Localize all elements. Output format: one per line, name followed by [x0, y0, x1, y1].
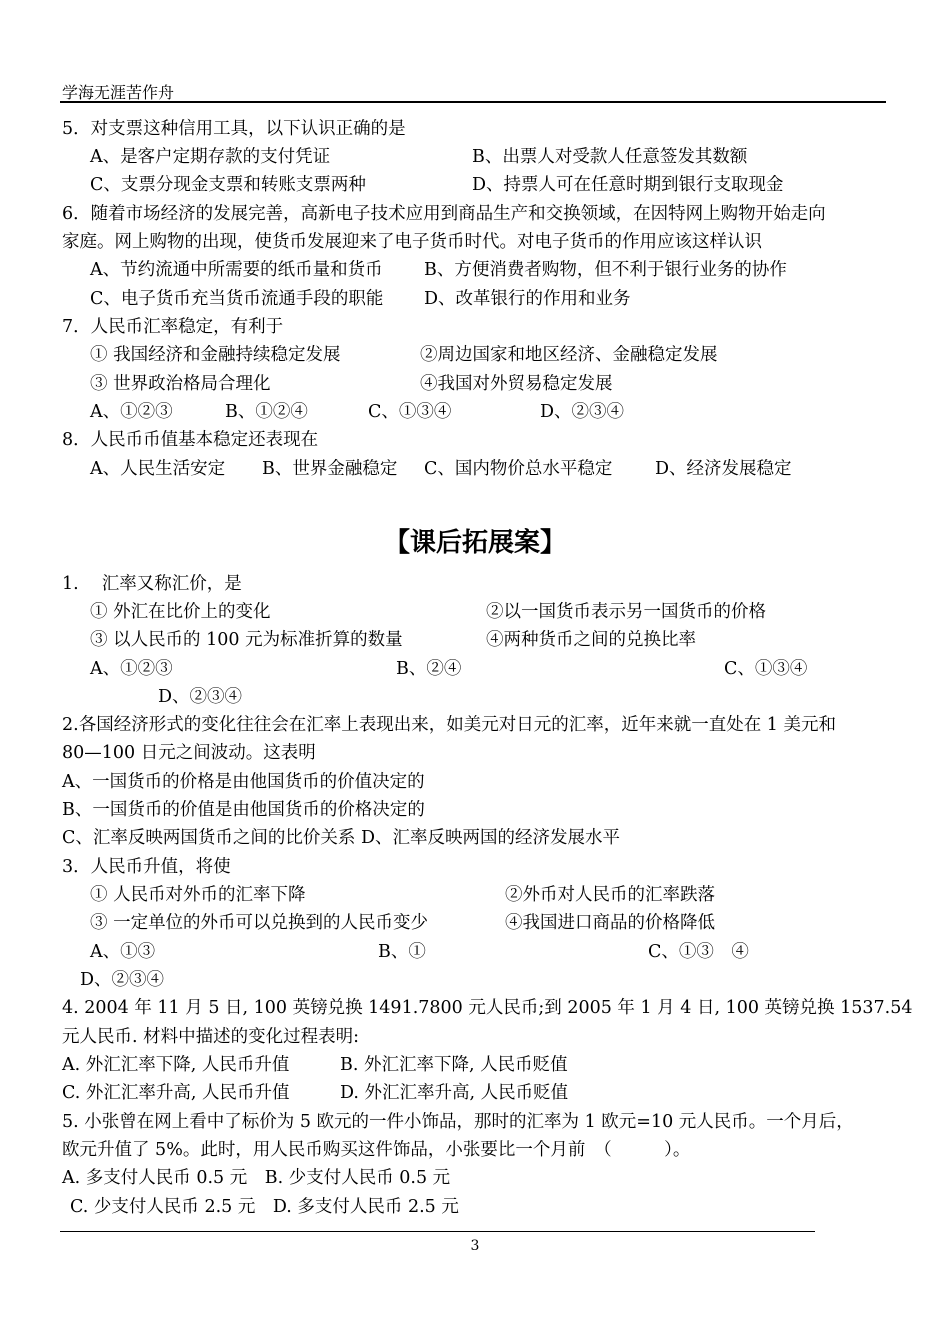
question-6-option-a: A、节约流通中所需要的纸币量和货币	[90, 260, 383, 280]
ext-question-3-option-a: A、①③	[90, 942, 156, 962]
ext-question-3-stem: 3．人民币升值，将使	[62, 857, 231, 877]
question-6-option-c: C、电子货币充当货币流通手段的职能	[90, 289, 384, 309]
ext-question-1-statement-1: ① 外汇在比价上的变化	[90, 602, 271, 622]
ext-question-1-statement-4: ④两种货币之间的兑换比率	[486, 630, 696, 650]
ext-question-1-statement-2: ②以一国货币表示另一国货币的价格	[486, 602, 766, 622]
ext-question-1-option-a: A、①②③	[90, 659, 173, 679]
ext-question-3-statement-3: ③ 一定单位的外币可以兑换到的人民币变少	[90, 913, 429, 933]
question-6-option-d: D、改革银行的作用和业务	[424, 289, 631, 309]
ext-question-3-option-d: D、②③④	[80, 970, 165, 990]
question-5-option-b: B、出票人对受款人任意签发其数额	[472, 147, 748, 167]
footer-rule	[60, 1231, 815, 1232]
ext-question-1-option-c: C、①③④	[724, 659, 808, 679]
ext-question-4-stem-line1: 4. 2004 年 11 月 5 日, 100 英镑兑换 1491.7800 元人民币;到 2005 年 1 月 4 日, 100 英镑兑换 1537.54	[62, 998, 913, 1018]
question-5-option-d: D、持票人可在任意时期到银行支取现金	[472, 175, 784, 195]
ext-question-4-stem-line2: 元人民币. 材料中描述的变化过程表明:	[62, 1027, 360, 1047]
question-8-option-c: C、国内物价总水平稳定	[424, 459, 613, 479]
section-title: 【课后拓展案】	[383, 528, 566, 558]
ext-question-4-option-a: A. 外汇汇率下降, 人民币升值	[62, 1055, 290, 1075]
ext-question-3-option-c: C、①③ ④	[648, 942, 749, 962]
header-motto: 学海无涯苦作舟	[62, 83, 175, 102]
question-5-option-c: C、支票分现金支票和转账支票两种	[90, 175, 366, 195]
page-number: 3	[470, 1238, 480, 1254]
ext-question-3-statement-4: ④我国进口商品的价格降低	[505, 913, 715, 933]
ext-question-3-statement-2: ②外币对人民币的汇率跌落	[505, 885, 715, 905]
ext-question-2-option-cd: C、汇率反映两国货币之间的比价关系 D、汇率反映两国的经济发展水平	[62, 828, 620, 848]
ext-question-2-stem-line2: 80—100 日元之间波动。这表明	[62, 743, 316, 763]
ext-question-5-option-ab: A. 多支付人民币 0.5 元 B. 少支付人民币 0.5 元	[62, 1168, 451, 1188]
ext-question-1-option-b: B、②④	[396, 659, 462, 679]
question-7-option-d: D、②③④	[540, 402, 625, 422]
ext-question-4-option-d: D. 外汇汇率升高, 人民币贬值	[340, 1083, 569, 1103]
question-8-stem: 8．人民币币值基本稳定还表现在	[62, 430, 319, 450]
ext-question-1-statement-3: ③ 以人民币的 100 元为标准折算的数量	[90, 630, 403, 650]
ext-question-3-statement-1: ① 人民币对外币的汇率下降	[90, 885, 306, 905]
ext-question-4-option-b: B. 外汇汇率下降, 人民币贬值	[340, 1055, 568, 1075]
ext-question-5-stem-line2: 欧元升值了 5%。此时，用人民币购买这件饰品，小张要比一个月前 （ ）。	[62, 1140, 691, 1160]
question-8-option-b: B、世界金融稳定	[262, 459, 398, 479]
ext-question-2-stem-line1: 2.各国经济形式的变化往往会在汇率上表现出来，如美元对日元的汇率，近年来就一直处在 1 美元和	[62, 715, 836, 735]
question-6-stem-line1: 6．随着市场经济的发展完善，高新电子技术应用到商品生产和交换领域，在因特网上购物开始走向	[62, 204, 826, 224]
question-7-stem: 7．人民币汇率稳定，有利于	[62, 317, 284, 337]
ext-question-1-option-d: D、②③④	[158, 687, 243, 707]
question-7-statement-1: ① 我国经济和金融持续稳定发展	[90, 345, 341, 365]
question-7-statement-4: ④我国对外贸易稳定发展	[420, 374, 613, 394]
question-7-option-b: B、①②④	[225, 402, 308, 422]
ext-question-1-stem: 1. 汇率又称汇价，是	[62, 574, 242, 594]
ext-question-2-option-a: A、一国货币的价格是由他国货币的价值决定的	[62, 772, 425, 792]
question-8-option-d: D、经济发展稳定	[655, 459, 792, 479]
question-7-statement-3: ③ 世界政治格局合理化	[90, 374, 271, 394]
header-rule	[60, 101, 886, 103]
question-5-option-a: A、是客户定期存款的支付凭证	[90, 147, 331, 167]
ext-question-5-stem-line1: 5. 小张曾在网上看中了标价为 5 欧元的一件小饰品，那时的汇率为 1 欧元=10 元人民币。一个月后，	[62, 1112, 854, 1132]
question-8-option-a: A、人民生活安定	[90, 459, 226, 479]
question-6-stem-line2: 家庭。网上购物的出现，使货币发展迎来了电子货币时代。对电子货币的作用应该这样认识	[62, 232, 762, 252]
question-5-stem: 5．对支票这种信用工具，以下认识正确的是	[62, 119, 406, 139]
question-7-statement-2: ②周边国家和地区经济、金融稳定发展	[420, 345, 718, 365]
question-7-option-a: A、①②③	[90, 402, 173, 422]
ext-question-3-option-b: B、①	[378, 942, 426, 962]
ext-question-4-option-c: C. 外汇汇率升高, 人民币升值	[62, 1083, 290, 1103]
question-6-option-b: B、方便消费者购物，但不利于银行业务的协作	[424, 260, 787, 280]
question-7-option-c: C、①③④	[368, 402, 452, 422]
ext-question-2-option-b: B、一国货币的价值是由他国货币的价格决定的	[62, 800, 425, 820]
ext-question-5-option-cd: C. 少支付人民币 2.5 元 D. 多支付人民币 2.5 元	[70, 1197, 459, 1217]
